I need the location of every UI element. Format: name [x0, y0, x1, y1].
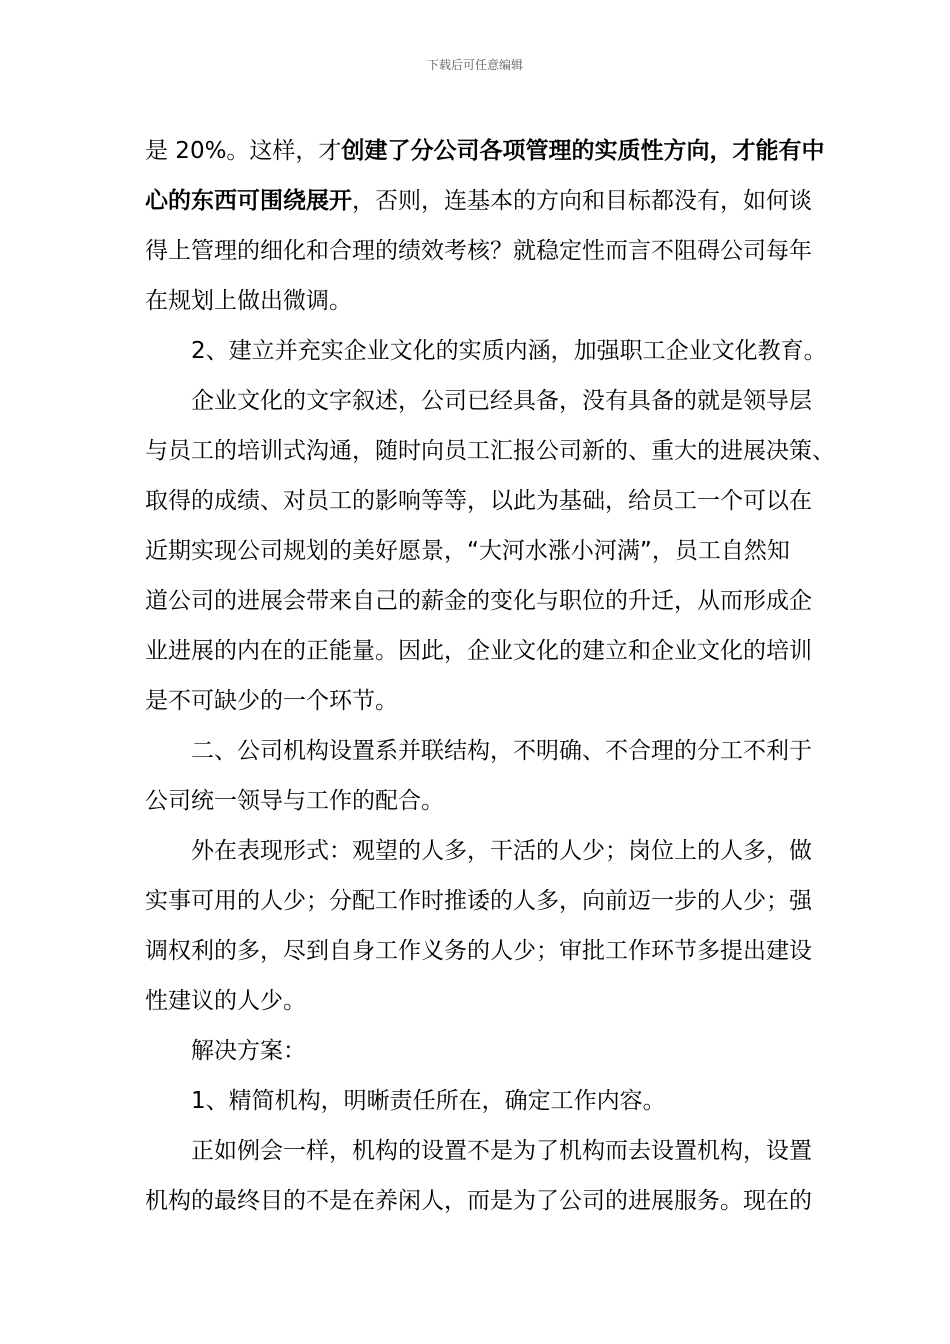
text-line — [145, 126, 825, 176]
text-line: 业进展的内在的正能量。因此，企业文化的建立和企业文化的培训 — [145, 638, 812, 664]
text-line: 是不可缺少的一个环节。 — [145, 688, 398, 714]
text-line — [145, 176, 815, 226]
text-line: 与员工的培训式沟通，随时向员工汇报公司新的、重大的进展决策、 — [145, 438, 835, 464]
text-line: 实事可用的人少；分配工作时推诿的人多，向前迈一步的人少；强 — [145, 888, 812, 914]
text-line: 调权利的多，尽到自身工作义务的人少；审批工作环节多提出建设 — [145, 938, 812, 964]
text-line: 在规划上做出微调。 — [145, 288, 352, 314]
bold-text-run: 心的东西可围绕展开 — [145, 188, 352, 214]
paragraph-first-line: 正如例会一样，机构的设置不是为了机构而去设置机构，设置 — [191, 1138, 812, 1164]
text-line: 得上管理的细化和合理的绩效考核？就稳定性而言不阻碍公司每年 — [145, 238, 812, 264]
text-line: 近期实现公司规划的美好愿景，“大河水涨小河满”，员工自然知 — [145, 538, 790, 564]
text-line: 机构的最终目的不是在养闲人，而是为了公司的进展服务。现在的 — [145, 1188, 812, 1214]
subheading-line: 1、精简机构，明晰责任所在，确定工作内容。 — [191, 1088, 666, 1114]
text-run: ，否则，连基本的方向和目标都没有，如何谈 — [352, 188, 812, 214]
section-heading-line: 二、公司机构设置系并联结构，不明确、不合理的分工不利于 — [191, 738, 812, 764]
paragraph-first-line: 企业文化的文字叙述，公司已经具备，没有具备的就是领导层 — [191, 388, 812, 414]
text-line: 道公司的进展会带来自己的薪金的变化与职位的升迁，从而形成企 — [145, 588, 812, 614]
bold-text-run: 创建了分公司各项管理的实质性方向，才能有中 — [341, 138, 825, 164]
text-line: 公司统一领导与工作的配合。 — [145, 788, 444, 814]
text-line: 性建议的人少。 — [145, 988, 306, 1014]
text-run: 是 20%。这样，才 — [145, 138, 342, 164]
subheading-line: 2、建立并充实企业文化的实质内涵，加强职工企业文化教育。 — [191, 338, 827, 364]
paragraph-first-line: 外在表现形式：观望的人多，干活的人少；岗位上的人多，做 — [191, 838, 812, 864]
page-header: 下载后可任意编辑 — [426, 58, 523, 72]
document-body — [145, 126, 835, 1226]
subheading-line: 解决方案： — [191, 1038, 306, 1064]
text-line: 取得的成绩、对员工的影响等等，以此为基础，给员工一个可以在 — [145, 488, 812, 514]
